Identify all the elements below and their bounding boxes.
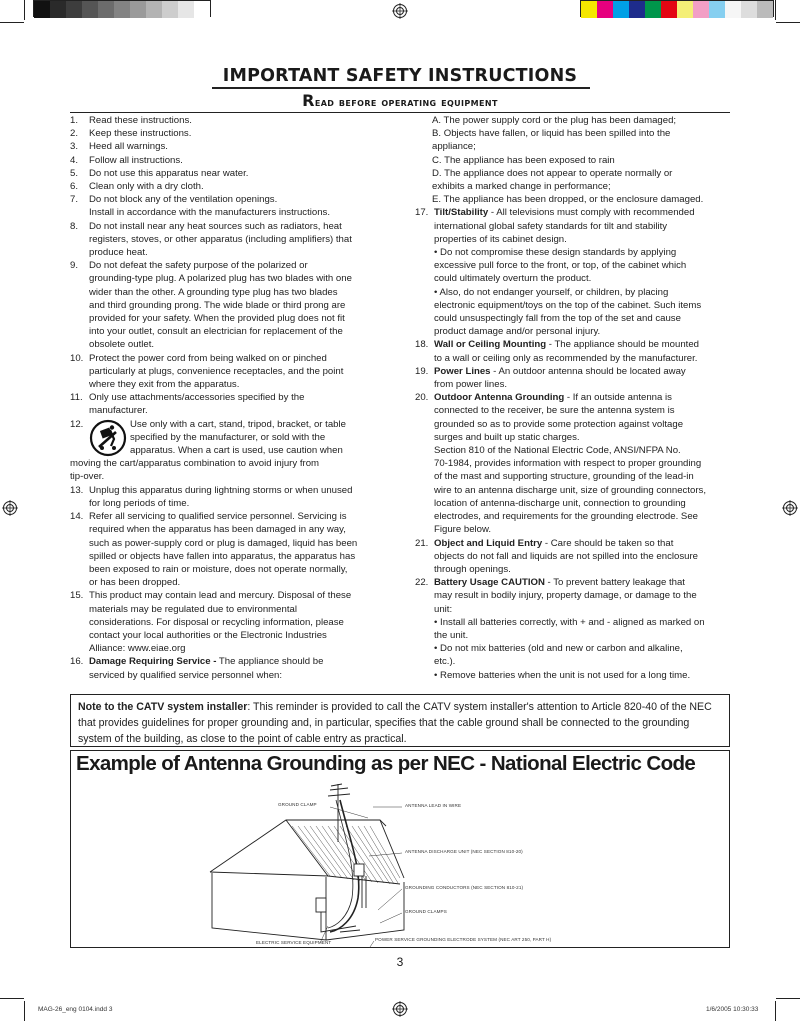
item-heading: Object and Liquid Entry — [434, 537, 543, 549]
item-first-line — [434, 391, 731, 404]
page-subtitle — [0, 91, 800, 110]
damage-condition-line: B. Objects have fallen, or liquid has been spilled into the — [432, 128, 671, 140]
item-first-line — [434, 576, 731, 589]
item-text: produce heat. — [89, 247, 148, 259]
item-text: the unit. — [434, 629, 469, 641]
instruction-number: 11. — [70, 392, 83, 404]
label-ground-clamp: GROUND CLAMP — [278, 802, 317, 807]
item-text: been exposed to rain or moisture, does not operate normally, — [89, 563, 348, 575]
item-text: product damage and/or personal injury. — [434, 326, 601, 338]
damage-condition-line: D. The appliance does not appear to operate normally or — [432, 167, 673, 179]
item-text: Alliance: www.eiae.org — [89, 643, 186, 655]
crop-mark — [24, 0, 25, 20]
registration-mark-bottom-icon — [392, 1001, 408, 1017]
calibration-swatch — [98, 1, 114, 18]
calibration-swatch — [597, 1, 613, 18]
item-text: to a wall or ceiling only as recommended by the manufacturer. — [434, 352, 698, 364]
item-text: • Do not mix batteries (old and new or carbon and alkaline, — [434, 643, 683, 655]
item-text: electronic equipment/toys on the top of the cabinet. Such items — [434, 299, 702, 311]
item-heading: Wall or Ceiling Mounting — [434, 339, 547, 351]
subtitle-rule — [70, 112, 730, 113]
item-text: This product may contain lead and mercury. Disposal of these — [89, 590, 352, 602]
instruction-number: 9. — [70, 260, 79, 272]
item-text: materials may be regulated due to environmental — [89, 603, 297, 615]
item-text: surges and built up static charges. — [434, 431, 580, 443]
item-text: could unsuspectingly fall from the top of the set and cause — [434, 313, 681, 325]
calibration-swatch — [194, 1, 210, 18]
item-text: Heed all warnings. — [89, 141, 168, 153]
calibration-bar-gray — [33, 0, 211, 17]
item-heading: Battery Usage CAUTION — [434, 577, 545, 589]
figure-leader-lines — [230, 798, 530, 948]
item-text: international global safety standards for tilt and stability — [434, 220, 668, 232]
item-first-line — [434, 206, 731, 219]
calibration-swatch — [661, 1, 677, 18]
print-slug-date: 1/6/2005 10:30:33 — [706, 1006, 759, 1013]
item-text: objects do not fall and liquids are not spilled into the enclosure — [434, 550, 698, 562]
item-text: grounding-type plug. A polarized plug has two blades with one — [89, 273, 352, 285]
note-heading: Note to the CATV system installer — [78, 701, 248, 713]
item12-line: Use only with a cart, stand, tripod, bracket, or table — [130, 418, 346, 430]
item-heading: Outdoor Antenna Grounding — [434, 392, 565, 404]
item-text: could ultimately overturn the product. — [434, 273, 592, 285]
item-text: etc.). — [434, 656, 456, 668]
crop-mark — [0, 22, 24, 23]
instruction-number: 3. — [70, 141, 79, 153]
instruction-number: 4. — [70, 154, 79, 166]
crop-mark — [0, 998, 24, 999]
item-text: Read these instructions. — [89, 115, 192, 126]
item-text: - All televisions must comply with recommended — [488, 207, 695, 219]
calibration-swatch — [677, 1, 693, 18]
item-text: Section 810 of the National Electric Code, ANSI/NFPA No. — [434, 445, 681, 457]
instruction-number: 6. — [70, 181, 79, 193]
subtitle-text: ead before operating equipment — [314, 95, 498, 109]
item-text: obsolete outlet. — [89, 339, 155, 351]
item-text: serviced by qualified service personnel when: — [89, 669, 283, 681]
item-text: Keep these instructions. — [89, 128, 192, 140]
instruction-list — [415, 206, 731, 681]
item-text: connected to the receiver, be sure the antenna system is — [434, 405, 675, 417]
instruction-item — [70, 220, 380, 260]
instruction-number: 20. — [415, 392, 429, 404]
item-text: Refer all servicing to qualified service personnel. Servicing is — [89, 511, 347, 523]
calibration-swatch — [741, 1, 757, 18]
label-lead-in-wire: ANTENNA LEAD IN WIRE — [405, 803, 462, 808]
page-number: 3 — [396, 955, 404, 969]
item12-line: specified by the manufacturer, or sold with the — [130, 431, 326, 443]
instruction-number: 14. — [70, 511, 84, 523]
subtitle-initial: R — [302, 91, 315, 110]
item-text: contact your local authorities or the Electronic Industries — [89, 629, 327, 641]
item-text: provided for your safety. When the provided plug does not fit — [89, 313, 345, 325]
instruction-number: 19. — [415, 365, 429, 377]
calibration-swatch — [66, 1, 82, 18]
calibration-swatch — [162, 1, 178, 18]
item-text: particularly at plugs, convenience receptacles, and the point — [89, 365, 344, 377]
page-title: IMPORTANT SAFETY INSTRUCTIONS — [222, 66, 578, 86]
instruction-item — [70, 510, 380, 589]
instruction-item — [70, 114, 380, 127]
label-discharge-unit: ANTENNA DISCHARGE UNIT (NEC SECTION 810-20) — [405, 849, 523, 854]
item-text: - Care should be taken so that — [542, 537, 674, 549]
item-text: of the mast and supporting structure, grounding of the lead-in — [434, 471, 694, 483]
damage-condition-line: C. The appliance has been exposed to rain — [432, 154, 615, 166]
item-text: excessive pull force to the front, or top, of the cabinet which — [434, 260, 687, 272]
instructions-right-column — [415, 114, 731, 682]
item-text: into your outlet, consult an electrician for replacement of the — [89, 326, 343, 338]
instruction-item — [415, 537, 731, 577]
instruction-item-16 — [70, 655, 380, 681]
item-text: electrodes, and requirements for the grounding electrode. See — [434, 511, 698, 523]
instruction-number: 12. — [70, 418, 84, 430]
item-first-line — [434, 537, 731, 550]
calibration-swatch — [693, 1, 709, 18]
item12-line: tip-over. — [70, 471, 105, 483]
item-text: may result in bodily injury, property damage, or damage to the — [434, 590, 697, 602]
item-heading: Tilt/Stability — [434, 207, 489, 219]
calibration-swatch — [709, 1, 725, 18]
item-text: Do not defeat the safety purpose of the polarized or — [89, 260, 308, 272]
instruction-item — [70, 127, 380, 140]
cart-tip-over-warning-icon — [89, 419, 127, 457]
label-grounding-conductors: GROUNDING CONDUCTORS (NEC SECTION 810-21) — [405, 885, 524, 890]
item-text: through openings. — [434, 563, 511, 575]
item-text: where they exit from the apparatus. — [89, 379, 240, 391]
item12-line: apparatus. When a cart is used, use caution when — [130, 445, 343, 457]
instruction-item — [70, 180, 380, 193]
item-text: Protect the power cord from being walked on or pinched — [89, 352, 327, 364]
instruction-number: 10. — [70, 352, 84, 364]
item-text: properties of its cabinet design. — [434, 233, 567, 245]
item-text: • Do not compromise these design standards by applying — [434, 247, 677, 259]
instructions-left-column — [70, 114, 380, 682]
crop-mark — [24, 1001, 25, 1021]
item-text: spilled or objects have fallen into apparatus, the apparatus has — [89, 550, 356, 562]
label-grounding-electrode-system: POWER SERVICE GROUNDING ELECTRODE SYSTEM (NEC ART 250, PART H) — [375, 937, 552, 942]
instruction-number: 5. — [70, 167, 79, 179]
registration-mark-right-icon — [782, 500, 798, 516]
item-text: - An outdoor antenna should be located away — [490, 365, 686, 377]
item-text: or has been dropped. — [89, 577, 181, 589]
item-text: for long periods of time. — [89, 497, 190, 509]
crop-mark — [776, 22, 800, 23]
calibration-swatch — [645, 1, 661, 18]
item-text: registers, stoves, or other apparatus (including amplifiers) that — [89, 233, 352, 245]
instruction-item — [70, 259, 380, 351]
crop-mark — [775, 1001, 776, 1021]
item-text: Figure below. — [434, 524, 492, 536]
damage-condition-line: appliance; — [432, 141, 476, 153]
item-text: Clean only with a dry cloth. — [89, 181, 204, 193]
instruction-number: 22. — [415, 577, 429, 589]
registration-mark-top-icon — [392, 3, 408, 19]
instruction-item — [70, 484, 380, 510]
item-text: - The appliance should be mounted — [546, 339, 699, 351]
instruction-number: 21. — [415, 537, 429, 549]
item-text: The appliance should be — [216, 656, 324, 668]
instruction-number: 2. — [70, 128, 79, 140]
label-ground-clamps: GROUND CLAMPS — [405, 909, 447, 914]
registration-mark-left-icon — [2, 500, 18, 516]
instruction-item — [70, 140, 380, 153]
instruction-item — [415, 338, 731, 364]
item-text: Do not block any of the ventilation openings. — [89, 194, 278, 206]
print-slug-file: MAG-26_eng 0104.indd 3 — [38, 1006, 113, 1013]
item-heading: Damage Requiring Service - — [89, 656, 217, 668]
label-electric-service-equipment: ELECTRIC SERVICE EQUIPMENT — [256, 940, 332, 945]
instruction-item-12 — [70, 418, 380, 484]
calibration-swatch — [50, 1, 66, 18]
instruction-item — [415, 206, 731, 338]
item-text: 70-1984, provides information with respect to proper grounding — [434, 458, 702, 470]
instruction-item — [70, 391, 380, 417]
title-rule — [212, 87, 590, 89]
instruction-number: 17. — [415, 207, 429, 219]
figure-title: Example of Antenna Grounding as per NEC - National Electric Code — [76, 752, 696, 775]
item-text: manufacturer. — [89, 405, 148, 417]
instruction-list — [70, 484, 380, 656]
damage-conditions-list — [415, 114, 731, 206]
calibration-swatch — [757, 1, 773, 18]
item-text: wire to an antenna discharge unit, size of grounding connectors, — [434, 484, 706, 496]
item-text: - To prevent battery leakage that — [544, 577, 685, 589]
item-text: Do not install near any heat sources such as radiators, heat — [89, 220, 342, 232]
item-heading: Power Lines — [434, 365, 491, 377]
item-text: Only use attachments/accessories specified by the — [89, 392, 305, 404]
instruction-number: 13. — [70, 484, 84, 496]
item-first-line — [434, 338, 731, 351]
crop-mark — [775, 0, 776, 20]
instruction-item — [70, 154, 380, 167]
instruction-item — [415, 391, 731, 536]
item-text: required when the apparatus has been damaged in any way, — [89, 524, 346, 536]
instruction-number: 7. — [70, 194, 79, 206]
instruction-item — [70, 589, 380, 655]
damage-condition-line: A. The power supply cord or the plug has been damaged; — [432, 115, 677, 126]
calibration-swatch — [130, 1, 146, 18]
calibration-swatch — [629, 1, 645, 18]
instruction-number: 15. — [70, 590, 84, 602]
item-text: Do not use this apparatus near water. — [89, 167, 249, 179]
note-text: : This reminder is provided to call the CATV system installer's attention to Article 820-40 of the NEC that provides guidelines for proper grounding and, in particular, specifies that the cable ground shall be connected to the grounding system of the building, as close to the point of cable entry as practical. — [78, 701, 712, 745]
item-text: and third grounding prong. The wide blade or third prong are — [89, 299, 346, 311]
item-text: considerations. For disposal or recycling information, please — [89, 616, 344, 628]
instruction-item — [70, 193, 380, 219]
item-text: - If an outside antenna is — [564, 392, 672, 404]
item-text: from power lines. — [434, 379, 508, 391]
item-text: Follow all instructions. — [89, 154, 183, 166]
damage-condition-line: E. The appliance has been dropped, or the enclosure damaged. — [432, 194, 704, 206]
item-text: location of antenna-discharge unit, connection to grounding — [434, 497, 686, 509]
calibration-bar-color — [580, 0, 774, 17]
instruction-number: 1. — [70, 115, 79, 126]
crop-mark — [776, 998, 800, 999]
catv-installer-note — [70, 694, 730, 747]
item-text: grounded so as to provide some protection against voltage — [434, 418, 684, 430]
calibration-swatch — [178, 1, 194, 18]
instruction-item — [70, 167, 380, 180]
item-text: wider than the other. A grounding type plug has two blades — [89, 286, 338, 298]
item-first-line — [434, 365, 731, 378]
item-text: Unplug this apparatus during lightning storms or when unused — [89, 484, 353, 496]
instruction-item — [70, 352, 380, 392]
instruction-list — [70, 114, 380, 418]
item-text: such as power-supply cord or plug is damaged, liquid has been — [89, 537, 358, 549]
item-text: • Remove batteries when the unit is not used for a long time. — [434, 669, 691, 681]
instruction-item — [415, 365, 731, 391]
calibration-swatch — [146, 1, 162, 18]
item-text: • Install all batteries correctly, with + and - aligned as marked on — [434, 616, 705, 628]
calibration-swatch — [581, 1, 597, 18]
calibration-swatch — [613, 1, 629, 18]
damage-condition-line: exhibits a marked change in performance; — [432, 181, 611, 193]
item-text: unit: — [434, 603, 453, 615]
instruction-number: 8. — [70, 220, 79, 232]
calibration-swatch — [34, 1, 50, 18]
item12-line: moving the cart/apparatus combination to avoid injury from — [70, 458, 320, 470]
calibration-swatch — [114, 1, 130, 18]
item-text: Install in accordance with the manufacturers instructions. — [89, 207, 331, 219]
instruction-number: 16. — [70, 656, 84, 668]
calibration-swatch — [725, 1, 741, 18]
item-text: • Also, do not endanger yourself, or children, by placing — [434, 286, 669, 298]
calibration-swatch — [82, 1, 98, 18]
instruction-number: 18. — [415, 339, 429, 351]
instruction-item — [415, 576, 731, 682]
